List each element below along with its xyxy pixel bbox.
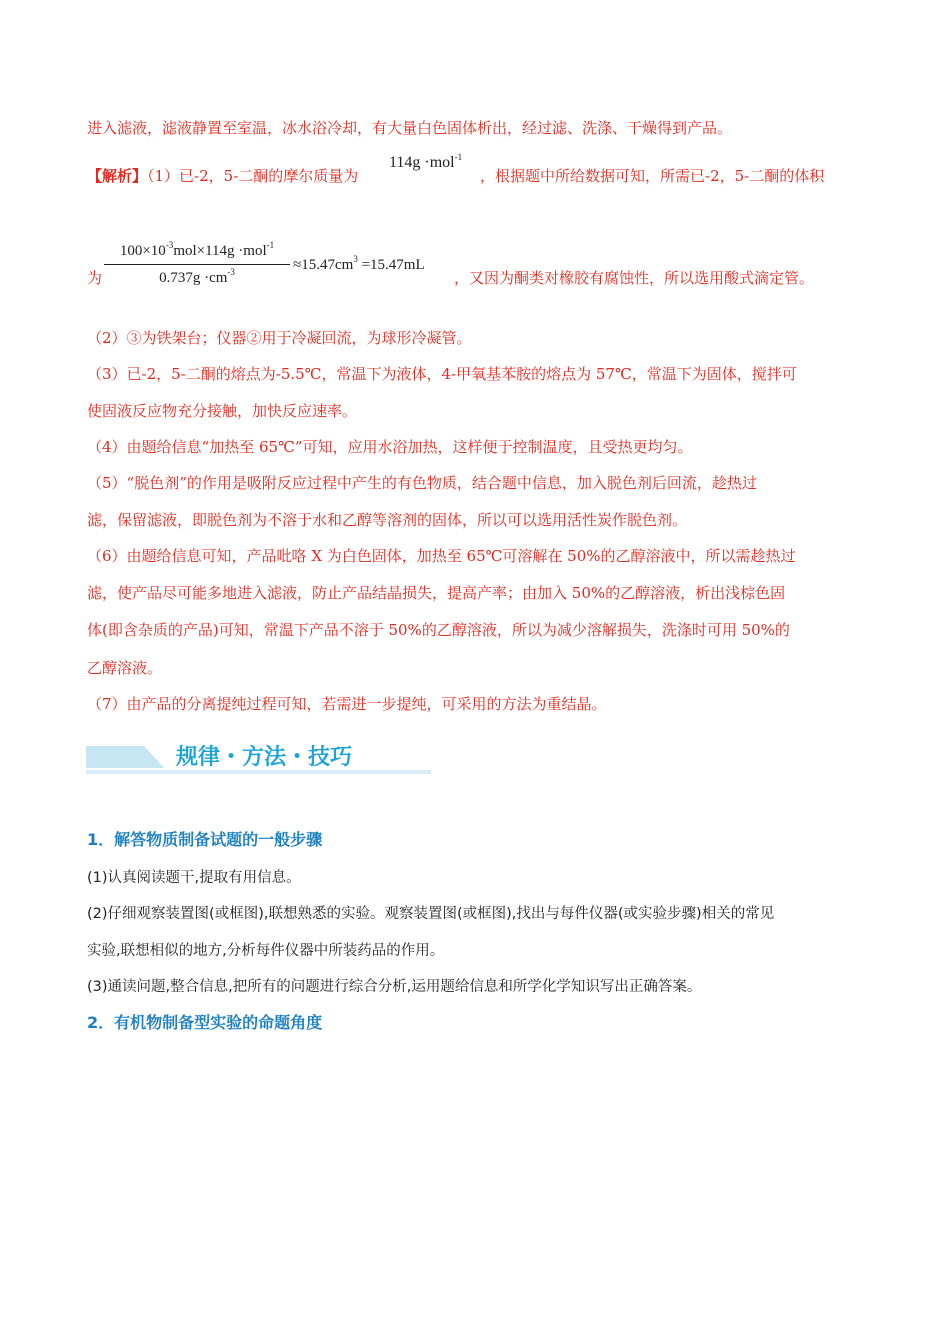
analysis-paragraph-5-line-1: （5）“脱色剂”的作用是吸附反应过程中产生的有色物质，结合题中信息，加入脱色剂后回流，趁热过: [87, 474, 757, 492]
fraction-bar: [104, 264, 290, 265]
molar-mass-value: 114g ·mol: [389, 154, 455, 171]
analysis-label: 【解析】: [87, 167, 148, 185]
analysis-p1-text-a: （1）已-2，5-二酮的摩尔质量为: [147, 167, 359, 185]
analysis-paragraph-1: [87, 166, 358, 186]
step-1: (1)认真阅读题干,提取有用信息。: [87, 870, 301, 886]
answer-line-top: 进入滤液，滤液静置至室温，冰水浴冷却，有大量白色固体析出，经过滤、洗涤、干燥得到产品。: [87, 119, 733, 137]
molar-mass-formula: [389, 152, 462, 172]
fraction-numerator: $100\times 10^{-3}mol\times 114g \cdot mol^{-1}$: [119, 240, 275, 259]
analysis-paragraph-6-line-3: 体(即含杂质的产品)可知，常温下产品不溶于 50%的乙醇溶液，所以为减少溶解损失，洗涤时可用 50%的: [87, 621, 790, 639]
analysis-paragraph-3-line-2: 使固液反应物充分接触，加快反应速率。: [87, 402, 358, 420]
wei-text: 为: [87, 269, 103, 287]
analysis-p1-tail: ，又因为酮类对橡胶有腐蚀性，所以选用酸式滴定管。: [454, 269, 815, 287]
volume-result: $\approx 15.47cm^3 =15.47mL$: [293, 254, 425, 273]
analysis-paragraph-6-line-4: 乙醇溶液。: [87, 659, 163, 677]
step-3: (3)通读问题,整合信息,把所有的问题进行综合分析,运用题给信息和所学化学知识写出正确答案。: [87, 979, 702, 995]
section-banner: [86, 746, 431, 776]
analysis-paragraph-6-line-1: （6）由题给信息可知，产品吡咯 X 为白色固体，加热至 65℃可溶解在 50%的乙醇溶液中，所以需趁热过: [87, 547, 796, 565]
fraction-denominator: $0.737g \cdot cm^{-3}$: [159, 267, 235, 286]
analysis-paragraph-5-line-2: 滤，保留滤液，即脱色剂为不溶于水和乙醇等溶剂的固体，所以可以选用活性炭作脱色剂。: [87, 511, 688, 529]
section-heading-2: 2．有机物制备型实验的命题角度: [87, 1013, 323, 1032]
step-2-line-1: (2)仔细观察装置图(或框图),联想熟悉的实验。观察装置图(或框图),找出与每件仪器(或实验步骤)相关的常见: [87, 906, 775, 922]
section-heading-1: 1．解答物质制备试题的一般步骤: [87, 830, 323, 849]
analysis-paragraph-2: （2）③为铁架台；仪器②用于冷凝回流，为球形冷凝管。: [87, 329, 472, 347]
analysis-paragraph-6-line-2: 滤，使产品尽可能多地进入滤液，防止产品结晶损失，提高产率；由加入 50%的乙醇溶液，析出浅棕色固: [87, 584, 786, 602]
analysis-paragraph-3-line-1: （3）已-2，5-二酮的熔点为-5.5℃，常温下为液体，4-甲氧基苯胺的熔点为 57℃，常温下为固体，搅拌可: [87, 365, 797, 383]
step-2-line-2: 实验,联想相似的地方,分析每件仪器中所装药品的作用。: [87, 943, 445, 959]
analysis-paragraph-4: （4）由题给信息“加热至 65℃”可知，应用水浴加热，这样便于控制温度，且受热更均匀。: [87, 438, 693, 456]
analysis-p1-text-b: ，根据题中所给数据可知，所需已-2，5-二酮的体积: [480, 167, 825, 185]
molar-mass-exponent: -1: [454, 152, 463, 162]
banner-title: 规律・方法・技巧: [176, 745, 353, 770]
analysis-paragraph-7: （7）由产品的分离提纯过程可知，若需进一步提纯，可采用的方法为重结晶。: [87, 695, 607, 713]
